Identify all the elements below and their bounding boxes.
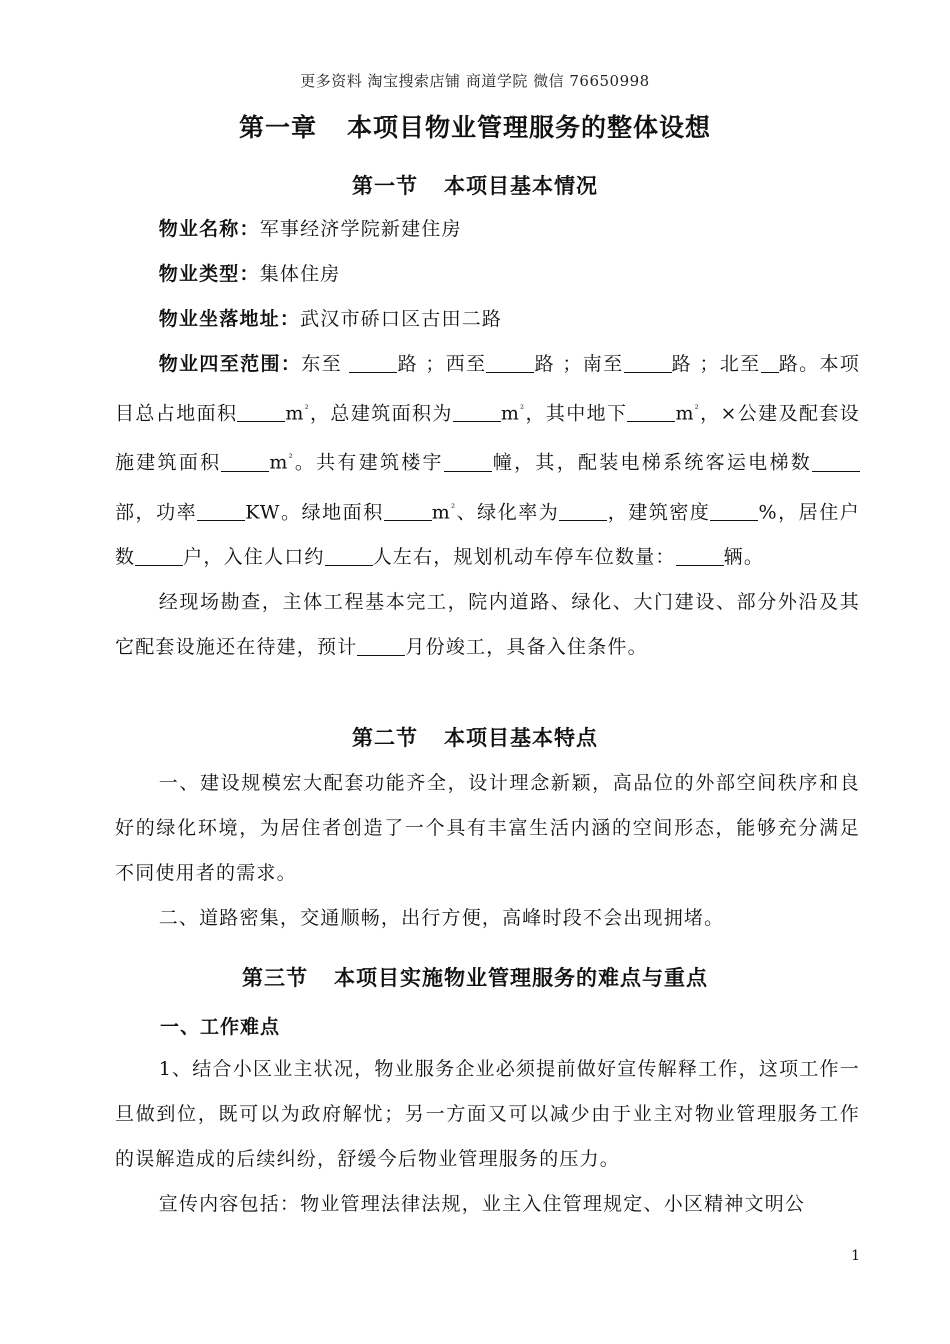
blank-field <box>384 498 432 521</box>
superscript: ² <box>288 453 294 465</box>
property-address-label: 物业坐落地址： <box>158 308 301 330</box>
section-2-heading: 本项目基本特点 <box>444 725 598 750</box>
text-span: 幢，其，配装电梯系统客运电梯数 <box>491 451 812 474</box>
property-bounds-label: 物业四至范围： <box>158 353 302 375</box>
chapter-title <box>0 108 950 144</box>
superscript: ² <box>451 502 457 514</box>
section-1-prefix: 第一节 <box>352 173 418 198</box>
property-name-line <box>115 207 860 252</box>
text-span: 路 ；南至 <box>534 353 624 375</box>
text-span: 部，功率 <box>115 500 198 523</box>
blank-field <box>710 498 758 521</box>
blank-field <box>237 399 285 422</box>
text-span: 东至 <box>301 353 350 375</box>
page-number: 1 <box>851 1248 860 1264</box>
text-span: 路。本项目总占地面积 <box>115 353 861 425</box>
section-1-title <box>0 170 950 200</box>
superscript: ² <box>694 404 700 415</box>
property-bounds-paragraph <box>115 342 860 580</box>
blank-field <box>221 449 269 472</box>
section-3-body <box>115 1047 860 1227</box>
text-span: 辆。 <box>723 545 765 568</box>
text-span: 月份竣工，具备入住条件。 <box>405 635 648 658</box>
blank-field <box>676 543 724 566</box>
text-span: m <box>269 451 289 474</box>
page-header: 更多资料 淘宝搜索店铺 商道学院 微信 76650998 <box>300 72 650 90</box>
section-3-heading: 本项目实施物业管理服务的难点与重点 <box>334 965 708 990</box>
text-span: 、绿化率为 <box>456 500 560 523</box>
blank-field <box>624 350 672 373</box>
property-address-line <box>115 297 860 342</box>
text-span: %，居住户数 <box>115 500 860 568</box>
text-span: 。共有建筑楼宇 <box>293 451 444 474</box>
section-2-body <box>115 761 860 941</box>
section-2-title <box>0 722 950 752</box>
property-type-label: 物业类型： <box>158 263 260 285</box>
blank-field <box>325 543 373 566</box>
difficulty-paragraph: 1、结合小区业主状况，物业服务企业必须提前做好宣传解释工作，这项工作一旦做到位，既可以为政府解忧；另一方面又可以减少由于业主对物业管理服务工作的误解造成的后续纠纷，舒缓今后物业管理服务的压力。 <box>115 1058 860 1170</box>
section-1-heading: 本项目基本情况 <box>444 173 598 198</box>
superscript: ² <box>520 404 526 415</box>
text-span: 经现场勘查，主体工程基本完工，院内道路、绿化、大门建设、部分外沿及其它配套设施还在待建，预计 <box>115 590 860 658</box>
text-span: ，其中地下 <box>525 402 628 425</box>
property-type-value: 集体住房 <box>259 263 341 285</box>
text-span: 人左右，规划机动车停车位数量： <box>372 545 676 568</box>
blank-field <box>486 350 534 373</box>
site-survey-paragraph <box>115 580 860 670</box>
blank-field <box>135 543 183 566</box>
feature-paragraph-2: 二、道路密集，交通顺畅，出行方便，高峰时段不会出现拥堵。 <box>158 907 725 929</box>
text-span: m <box>285 402 305 425</box>
blank-field <box>559 498 607 521</box>
blank-field <box>761 350 779 373</box>
blank-field <box>357 633 405 656</box>
blank-field <box>627 399 675 422</box>
text-span: m <box>500 402 521 425</box>
text-span: ，总建筑面积为 <box>309 402 453 425</box>
blank-field <box>197 498 245 521</box>
subsection-heading: 一、工作难点 <box>160 1016 281 1038</box>
blank-field <box>349 350 397 373</box>
property-name-value: 军事经济学院新建住房 <box>259 218 462 240</box>
blank-field <box>453 399 501 422</box>
section-3-prefix: 第三节 <box>242 965 308 990</box>
property-name-label: 物业名称： <box>158 218 260 240</box>
blank-field <box>444 449 492 472</box>
superscript: ² <box>304 404 310 415</box>
text-span: m <box>675 402 695 425</box>
text-span: 路 ；北至 <box>671 353 761 375</box>
text-span: 路 ；西至 <box>397 353 487 375</box>
text-span: 户，入住人口约 <box>183 545 325 568</box>
text-span: KW。绿地面积 <box>245 500 384 523</box>
feature-paragraph-1: 一、建设规模宏大配套功能齐全，设计理念新颖，高品位的外部空间秩序和良好的绿化环境，为居住者创造了一个具有丰富生活内涵的空间形态，能够充分满足不同使用者的需求。 <box>115 772 860 884</box>
property-type-line <box>115 252 860 297</box>
chapter-prefix: 第一章 <box>238 113 317 142</box>
section-2-prefix: 第二节 <box>352 725 418 750</box>
publicity-paragraph: 宣传内容包括：物业管理法律法规，业主入住管理规定、小区精神文明公 <box>158 1193 806 1215</box>
blank-field <box>812 449 860 472</box>
section-3-title <box>0 962 950 992</box>
chapter-heading: 本项目物业管理服务的整体设想 <box>347 113 712 142</box>
property-address-value: 武汉市硚口区古田二路 <box>300 308 503 330</box>
text-span: ，建筑密度 <box>607 500 711 523</box>
section-1-body <box>115 207 860 670</box>
text-span: m <box>431 500 452 523</box>
text-span: ，×公建及配套设施建筑面积 <box>115 402 860 474</box>
